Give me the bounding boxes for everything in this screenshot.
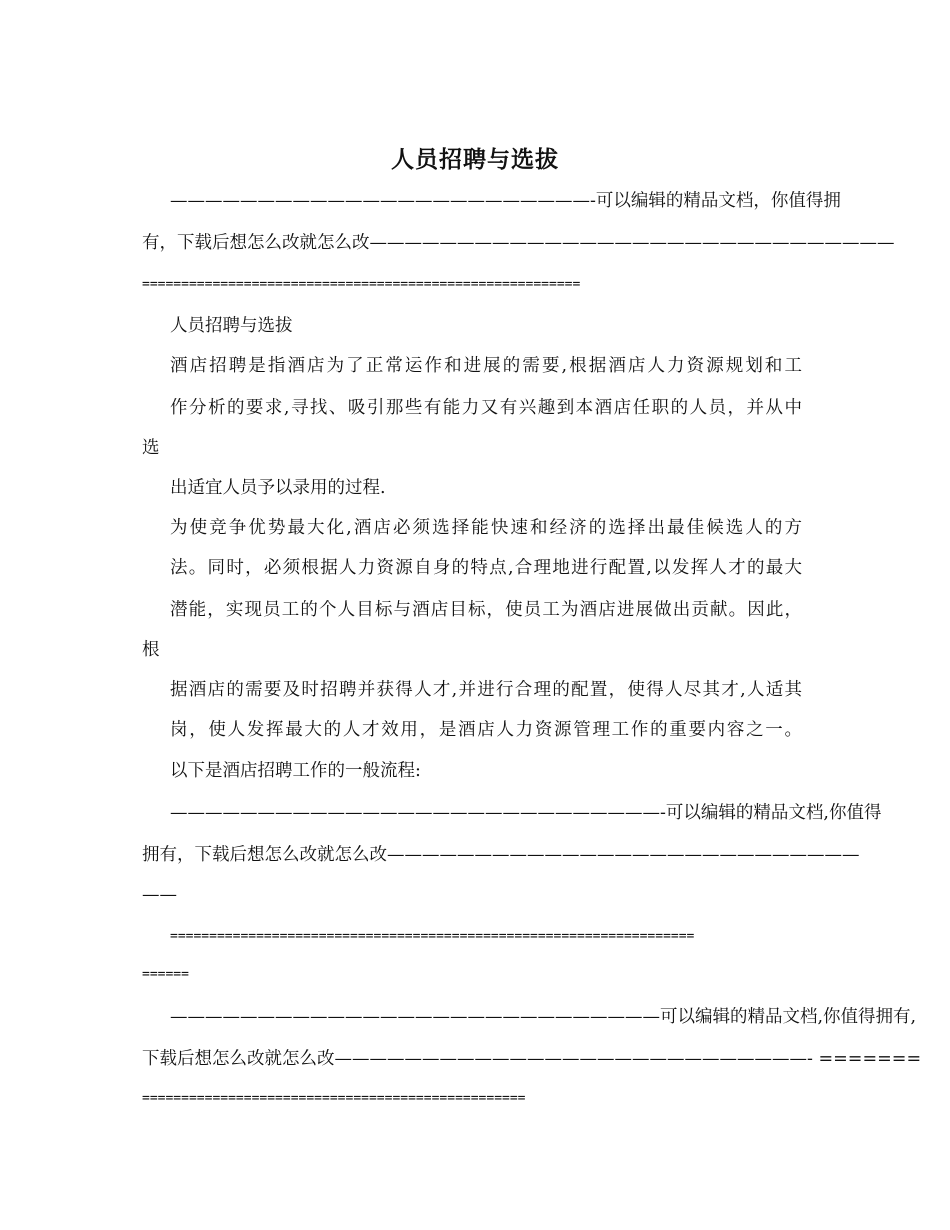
- header-separator-line-1: ————————————————————————-可以编辑的精品文档，你值得拥: [170, 191, 841, 211]
- document-title: 人员招聘与选拔: [391, 146, 559, 173]
- section-heading: 人员招聘与选拔: [170, 316, 293, 336]
- footer-separator-line-1: ————————————————————————————-可以编辑的精品文档,你值得: [170, 803, 882, 823]
- paragraph-line: 作分析的要求,寻找、吸引那些有能力又有兴趣到本酒店任职的人员，并从中: [170, 398, 802, 418]
- footer-separator-line-5: 下载后想怎么改就怎么改———————————————————————————- =======: [142, 1049, 922, 1069]
- paragraph-line: 根: [142, 640, 160, 660]
- paragraph-line: 据酒店的需要及时招聘并获得人才,并进行合理的配置，使得人尽其才,人适其: [170, 680, 802, 700]
- footer-equals-line-3: =================================================: [142, 1091, 526, 1106]
- paragraph-line: 酒店招聘是指酒店为了正常运作和进展的需要,根据酒店人力资源规划和工: [170, 356, 802, 376]
- paragraph-line: 潜能，实现员工的个人目标与酒店目标，使员工为酒店进展做出贡献。因此，: [170, 600, 802, 620]
- footer-equals-line-1: ===================================================================: [170, 929, 695, 944]
- footer-separator-line-2: 拥有，下载后想怎么改就怎么改———————————————————————————: [142, 845, 860, 865]
- paragraph-line: 为使竞争优势最大化,酒店必须选择能快速和经济的选择出最佳候选人的方: [170, 518, 802, 538]
- header-separator-line-2: 有，下载后想怎么改就怎么改——————————————————————————————: [142, 233, 895, 253]
- header-equals-line: ========================================================: [142, 277, 581, 292]
- footer-separator-line-4: ————————————————————————————可以编辑的精品文档,你值得拥有,: [170, 1007, 917, 1027]
- paragraph-line: 出适宜人员予以录用的过程.: [170, 478, 386, 498]
- paragraph-line: 选: [142, 438, 160, 458]
- footer-separator-line-3: ——: [142, 885, 177, 905]
- paragraph-line: 法。同时，必须根据人力资源自身的特点,合理地进行配置,以发挥人才的最大: [170, 558, 802, 578]
- process-intro-line: 以下是酒店招聘工作的一般流程:: [170, 761, 421, 781]
- paragraph-line: 岗，使人发挥最大的人才效用，是酒店人力资源管理工作的重要内容之一。: [170, 720, 802, 740]
- footer-equals-line-2: ======: [142, 967, 189, 982]
